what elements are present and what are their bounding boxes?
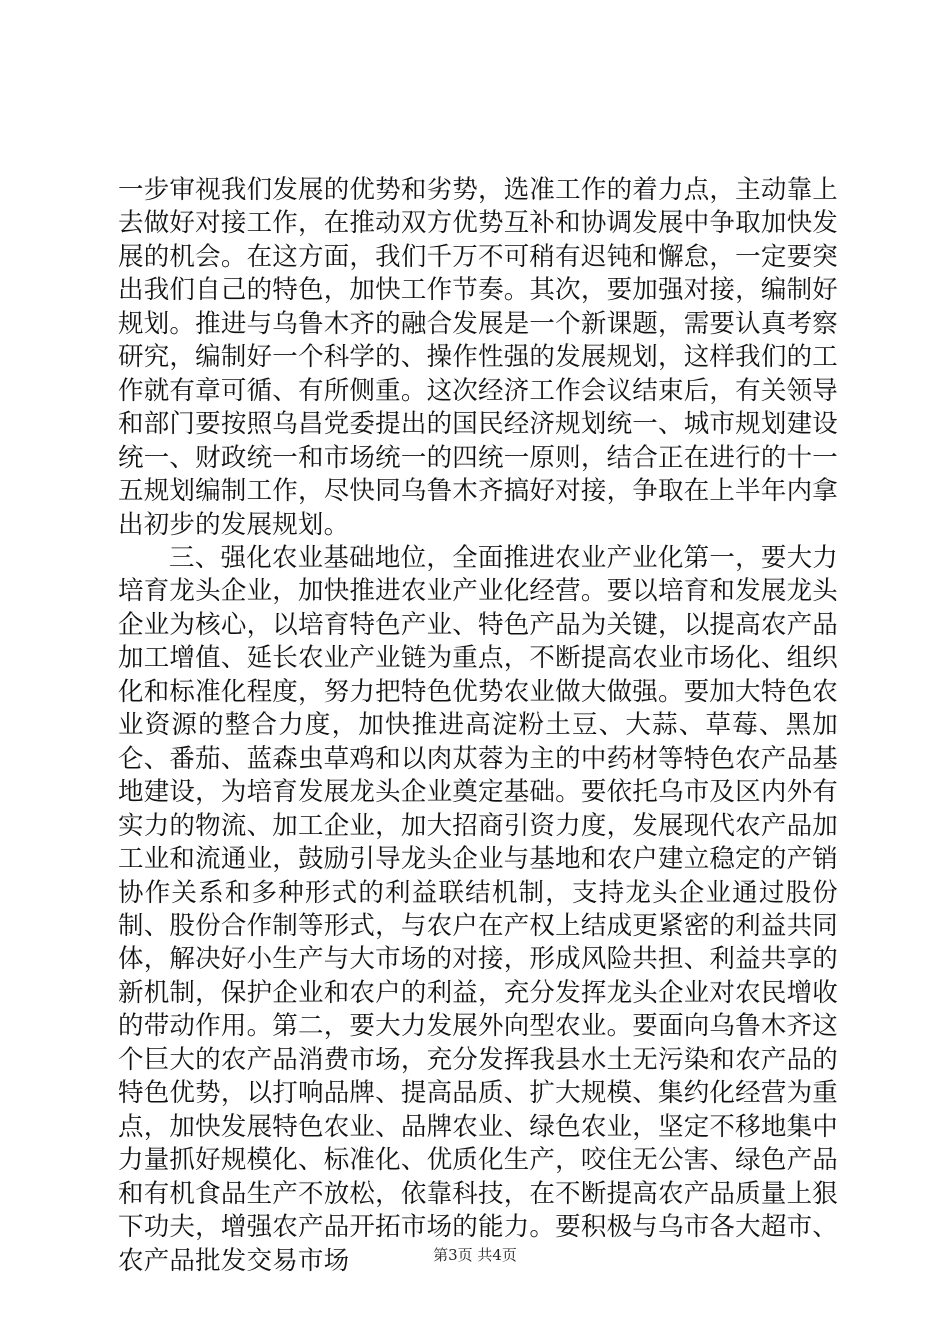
page-footer: 第3页 共4页 xyxy=(433,1246,517,1264)
document-body xyxy=(118,174,838,1278)
paragraph-section-three: 三、强化农业基础地位，全面推进农业产业化第一，要大力培育龙头企业，加快推进农业产业化经营。要以培育和发展龙头企业为核心，以培育特色产业、特色产品为关键，以提高农产品加工增值、延长农业产业链为重点，不断提高农业市场化、组织化和标准化程度，努力把特色优势农业做大做强。要加大特色农业资源的整合力度，加快推进高淀粉土豆、大蒜、草莓、黑加仑、番茄、蓝森虫草鸡和以肉苁蓉为主的中药材等特色农产品基地建设，为培育发展龙头企业奠定基础。要依托乌市及区内外有实力的物流、加工企业，加大招商引资力度，发展现代农产品加工业和流通业，鼓励引导龙头企业与基地和农户建立稳定的产销协作关系和多种形式的利益联结机制，支持龙头企业通过股份制、股份合作制等形式，与农户在产权上结成更紧密的利益共同体，解决好小生产与大市场的对接，形成风险共担、利益共享的新机制，保护企业和农户的利益，充分发挥龙头企业对农民增收的带动作用。第二，要大力发展外向型农业。要面向乌鲁木齐这个巨大的农产品消费市场，充分发挥我县水土无污染和农产品的特色优势，以打响品牌、提高品质、扩大规模、集约化经营为重点，加快发展特色农业、品牌农业、绿色农业，坚定不移地集中力量抓好规模化、标准化、优质化生产，咬住无公害、绿色产品和有机食品生产不放松，依靠科技，在不断提高农产品质量上狠下功夫，增强农产品开拓市场的能力。要积极与乌市各大超市、农产品批发交易市场 xyxy=(118,542,838,1276)
paragraph-continuation: 一步审视我们发展的优势和劣势，选准工作的着力点，主动靠上去做好对接工作，在推动双方优势互补和协调发展中争取加快发展的机会。在这方面，我们千万不可稍有迟钝和懈怠，一定要突出我们自己的特色，加快工作节奏。其次，要加强对接，编制好规划。推进与乌鲁木齐的融合发展是一个新课题，需要认真考察研究，编制好一个科学的、操作性强的发展规划，这样我们的工作就有章可循、有所侧重。这次经济工作会议结束后，有关领导和部门要按照乌昌党委提出的国民经济规划统一、城市规划建设统一、财政统一和市场统一的四统一原则，结合正在进行的十一五规划编制工作，尽快同乌鲁木齐搞好对接，争取在上半年内拿出初步的发展规划。 xyxy=(118,175,838,540)
